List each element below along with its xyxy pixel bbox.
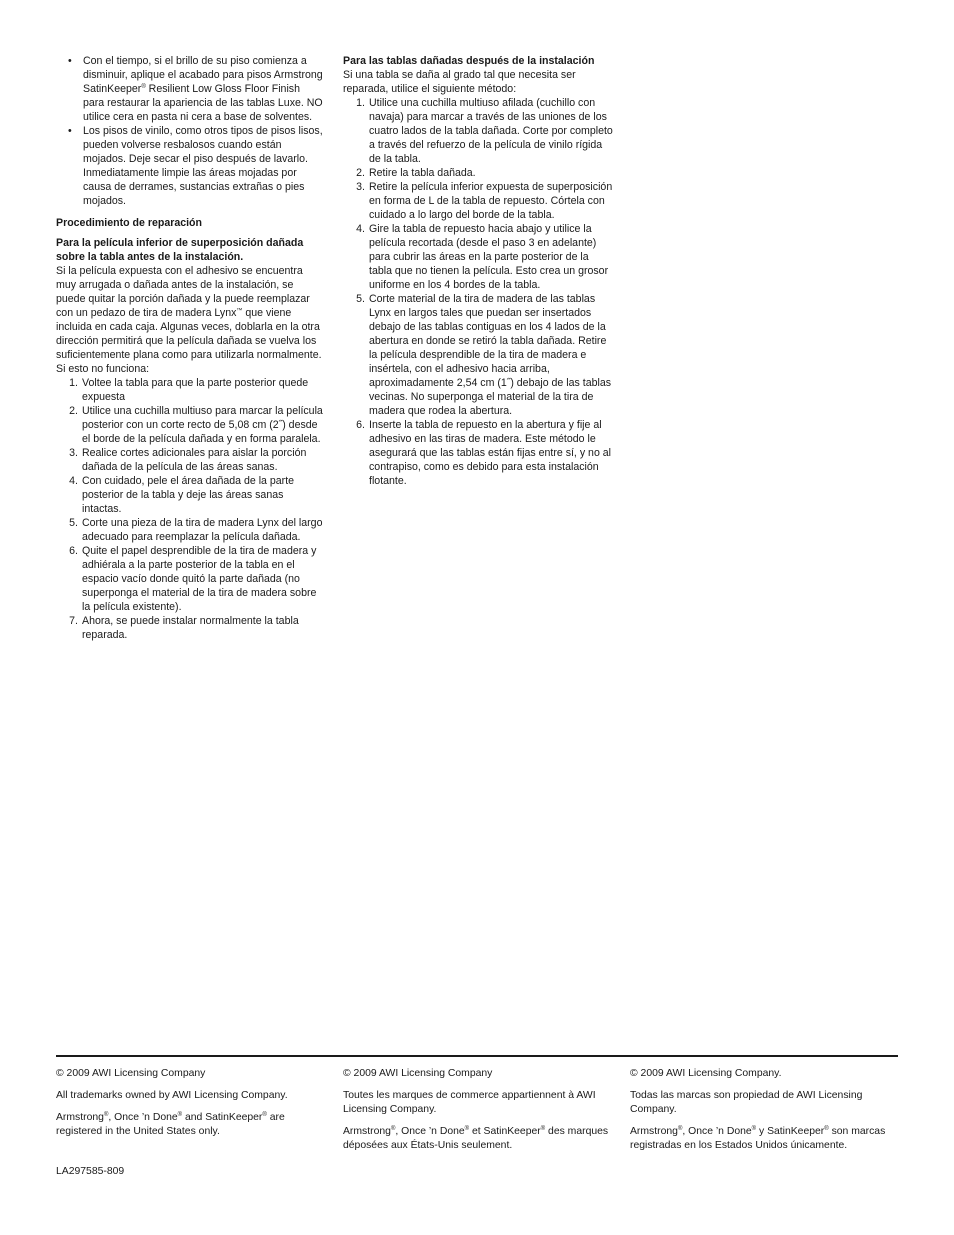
step-item: 1. Utilice una cuchilla multiuso afilada (cuchillo con navaja) para marcar a través de las uniones de los cuatro lados de la tabla dañada. Corte por completo a través del refuerzo de la película de vinilo rígida de la tabla. — [356, 97, 613, 165]
step-item: 6. Quite el papel desprendible de la tira de madera y adhiérala a la parte posterior de la tabla en el espacio vacío donde quitó la parte dañada (no superponga el material de la tira de madera sobre la película existente). — [69, 545, 317, 613]
footer-french — [343, 1067, 613, 1161]
pre-install-heading: Para la película inferior de superposición dañada sobre la tabla antes de la instalación. — [56, 237, 304, 263]
copyright-text: © 2009 AWI Licensing Company. — [630, 1068, 782, 1079]
procedure-heading: Procedimiento de reparación — [56, 217, 203, 229]
step-item: 2. Utilice una cuchilla multiuso para marcar la película posterior con un corte recto de 5,08 cm (2˝) desde el borde de la película dañada y en forma paralela. — [69, 405, 323, 445]
footer-english — [56, 1067, 316, 1147]
bullet-item: • Los pisos de vinilo, como otros tipos de pisos lisos, pueden volverse resbalosos cuando están mojados. Deje secar el piso después de lavarlo. Inmediatamente limpie las áreas mojadas por causa de derrames, sustancias extrañas o pies mojados. — [56, 124, 324, 208]
step-item: 4. Gire la tabla de repuesto hacia abajo y utilice la película recortada (desde el paso 3 en adelante) para cubrir las áreas en la parte posterior de la tabla que no tienen la película. Esto crea un grosor uniforme en los 4 bordes de la tabla. — [356, 223, 609, 291]
step-item: 5. Corte una pieza de la tira de madera Lynx del largo adecuado para reemplazar la película dañada. — [69, 517, 323, 543]
step-item: 3. Retire la película inferior expuesta de superposición en forma de L de la tabla de repuesto. Córtela con cuidado a lo largo del borde de la tabla. — [356, 181, 613, 221]
left-column — [56, 54, 324, 642]
footer-divider — [56, 1055, 898, 1057]
middle-column — [343, 54, 613, 488]
step-item: 3. Realice cortes adicionales para aislar la porción dañada de la película de las áreas sanas. — [69, 447, 307, 473]
step-item: 2. Retire la tabla dañada. — [356, 167, 476, 179]
copyright-text: © 2009 AWI Licensing Company — [343, 1068, 493, 1079]
trademark-owner-text: Todas las marcas son propiedad de AWI Licensing Company. — [630, 1090, 863, 1115]
step-item: 4. Con cuidado, pele el área dañada de la parte posterior de la tabla y deje las áreas sanas intactas. — [69, 475, 295, 515]
trademark-registration-text: Armstrong®, Once ’n Done® et SatinKeeper® des marques déposées aux États-Unis seulement. — [343, 1126, 609, 1151]
trademark-owner-text: All trademarks owned by AWI Licensing Company. — [56, 1090, 288, 1101]
copyright-text: © 2009 AWI Licensing Company — [56, 1068, 206, 1079]
post-install-heading: Para las tablas dañadas después de la instalación — [343, 55, 595, 67]
document-code: LA297585-809 — [56, 1166, 125, 1177]
step-item: 7. Ahora, se puede instalar normalmente la tabla reparada. — [69, 615, 299, 641]
post-install-steps — [343, 96, 613, 488]
post-install-intro: Si una tabla se daña al grado tal que necesita ser reparada, utilice el siguiente método: — [343, 69, 576, 95]
step-item: 5. Corte material de la tira de madera de las tablas Lynx en largos tales que puedan ser insertados debajo de las tablas contiguas en los 4 lados de la abertura en donde se retiró la tabla dañada. Retire la película desprendible de la tira de madera e insértela, con el adhesivo hacia arriba, aproximadamente 2,54 cm (1˝) debajo de las tablas vecinas. No superponga el material de la tira de madera que rodea la abertura. — [356, 293, 612, 417]
step-item: 1. Voltee la tabla para que la parte posterior quede expuesta — [69, 377, 309, 403]
step-item: 6. Inserte la tabla de repuesto en la abertura y fije al adhesivo en las tiras de madera. Este método le asegurará que las tablas están fijas entre sí, y no al contrapiso, como es debido para esta instalación flotante. — [356, 419, 612, 487]
trademark-registration-text: Armstrong®, Once ’n Done® and SatinKeeper® are registered in the United States only. — [56, 1112, 285, 1137]
pre-install-steps — [56, 376, 324, 642]
trademark-registration-text: Armstrong®, Once ’n Done® y SatinKeeper® son marcas registradas en los Estados Unidos únicamente. — [630, 1126, 886, 1151]
bullet-item: • Con el tiempo, si el brillo de su piso comienza a disminuir, aplique el acabado para pisos Armstrong SatinKeeper® Resilient Low Gloss Floor Finish para restaurar la apariencia de las tablas Luxe. NO utilice cera en pasta ni cera a base de solventes. — [56, 54, 324, 124]
pre-install-intro: Si la película expuesta con el adhesivo se encuentra muy arrugada o dañada antes de la instalación, se puede quitar la porción dañada y la puede reemplazar con un pedazo de tira de madera Lynx™ que viene incluida en cada caja. Algunas veces, doblarla en la otra dirección permitirá que la película dañada se vuelva los suficientemente plana como para utilizarla normalmente. Si esto no funciona: — [56, 265, 322, 375]
trademark-owner-text: Toutes les marques de commerce appartiennent à AWI Licensing Company. — [343, 1090, 596, 1115]
care-bullet-list — [56, 54, 324, 208]
footer-spanish — [630, 1067, 898, 1161]
